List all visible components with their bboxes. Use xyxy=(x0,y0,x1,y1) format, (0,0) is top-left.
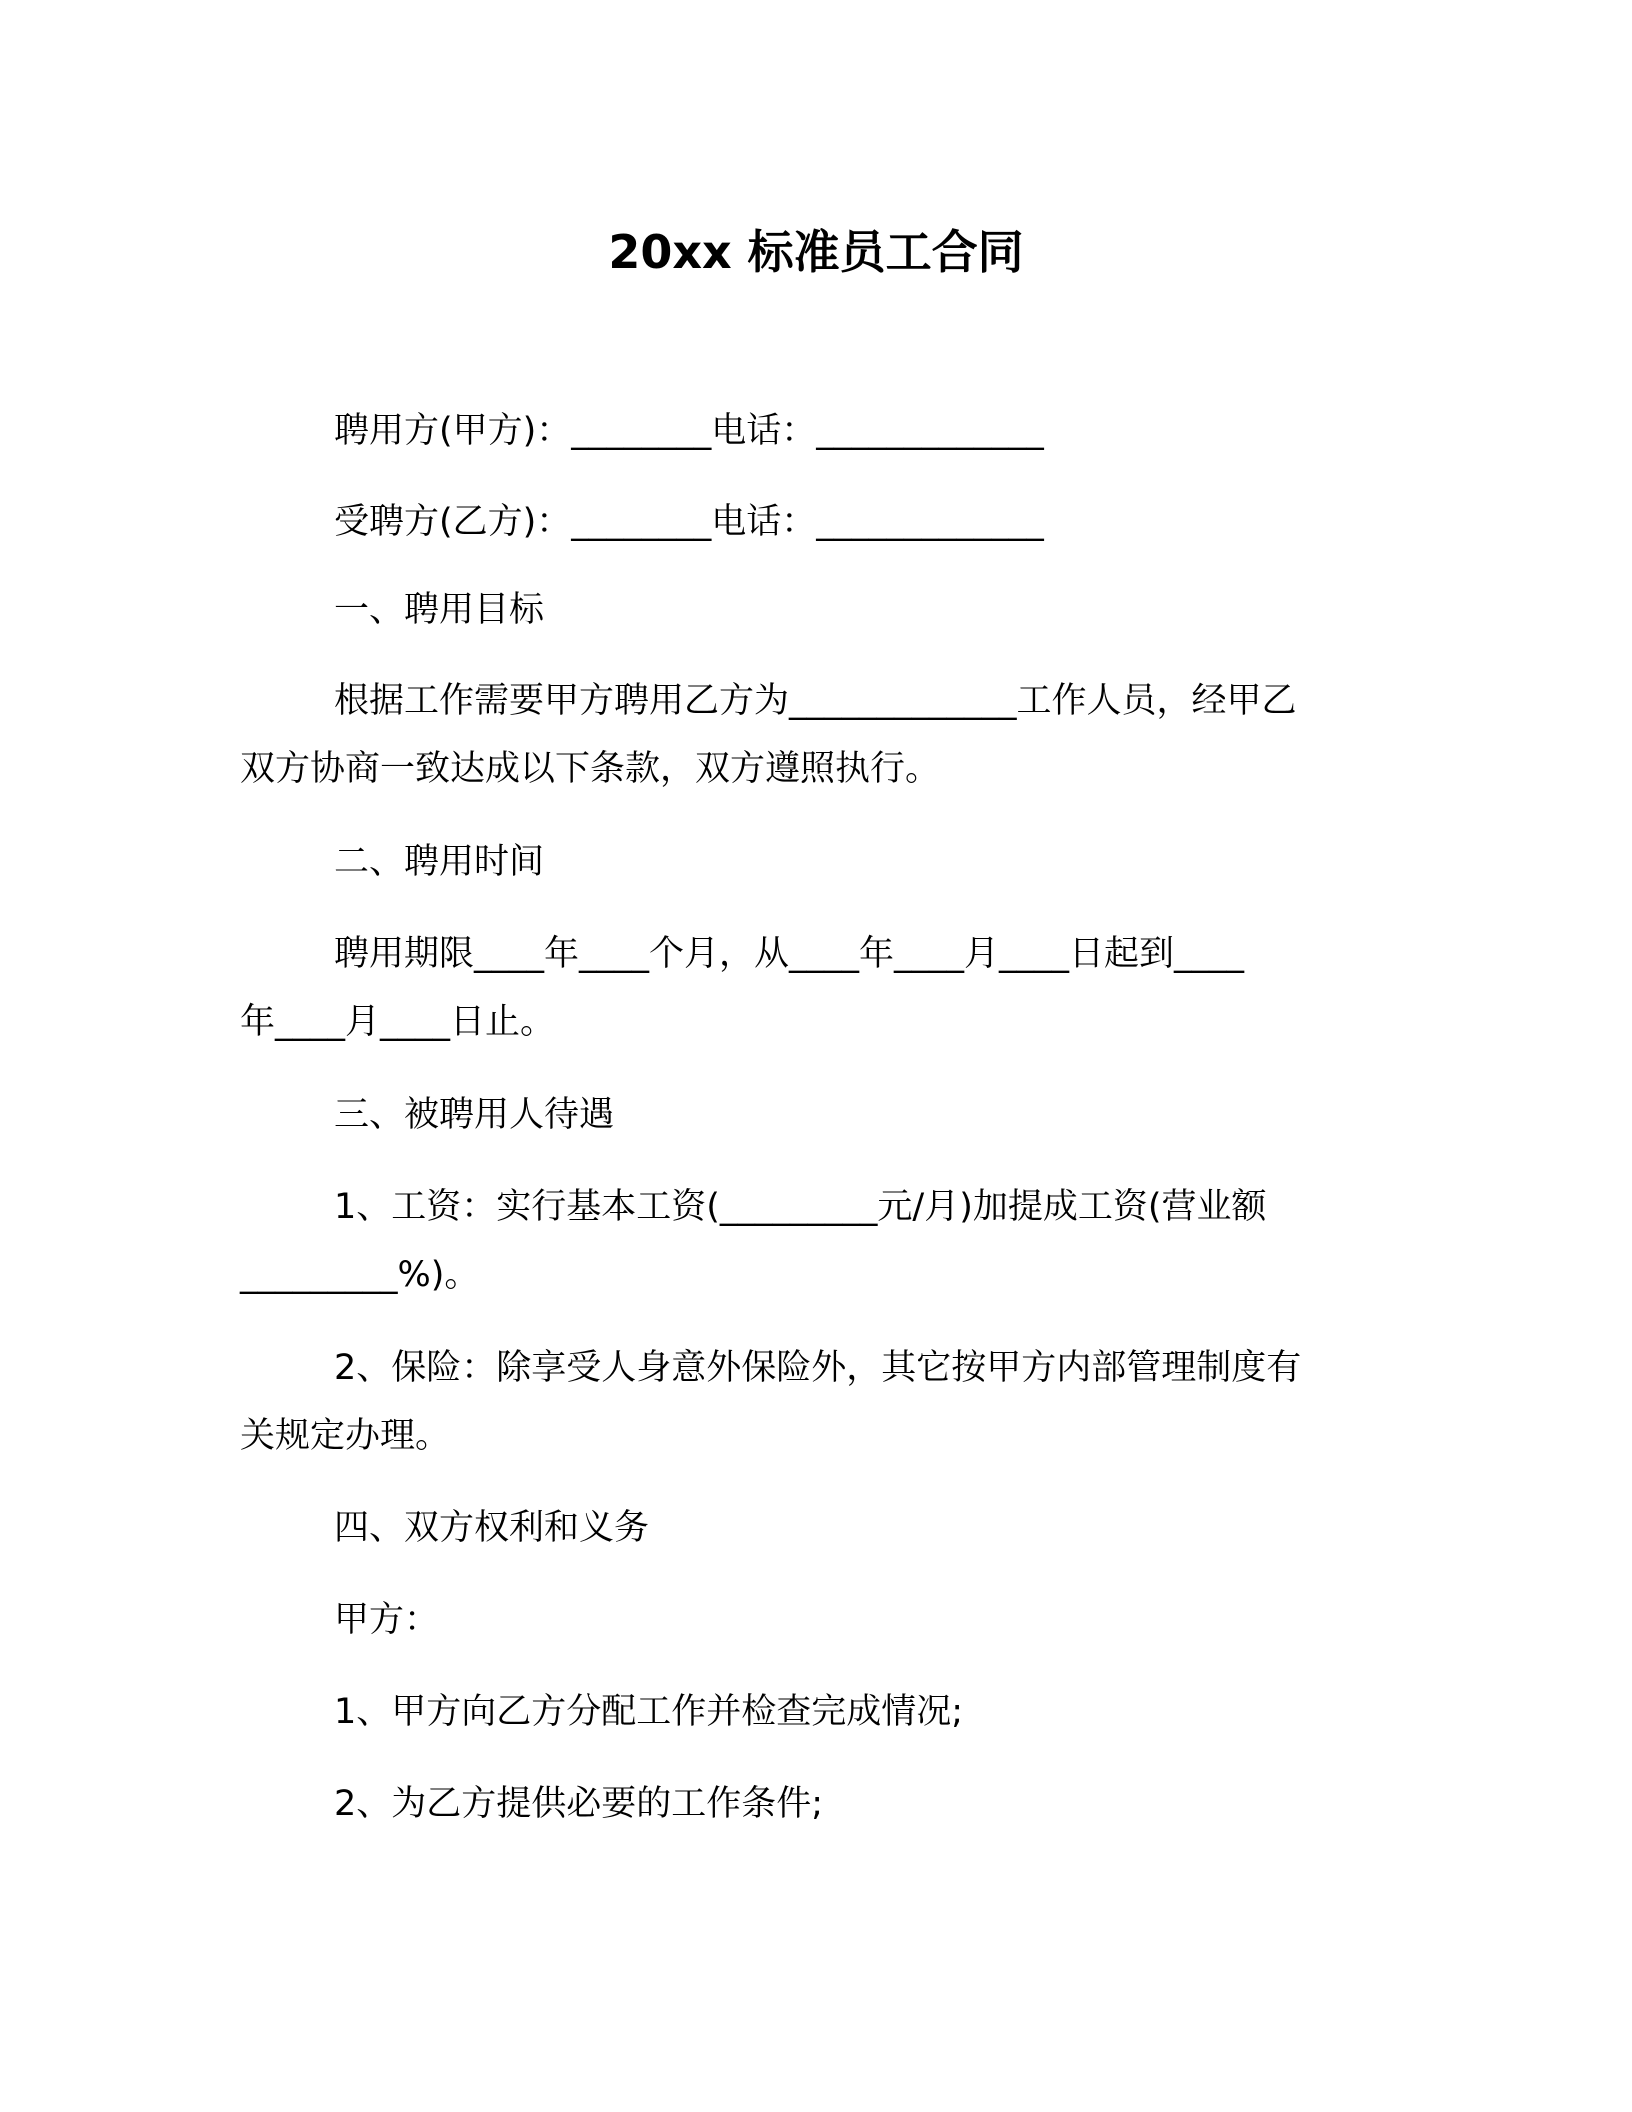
section4-heading: 四、双方权利和义务 xyxy=(334,1508,650,1548)
section3-heading: 三、被聘用人待遇 xyxy=(334,1095,615,1135)
employee-line: 受聘方(乙方)：________电话：_____________ xyxy=(334,502,1044,542)
employer-line: 聘用方(甲方)：________电话：_____________ xyxy=(334,411,1044,451)
document-title: 20xx 标准员工合同 xyxy=(608,225,1024,279)
insurance-line2: 关规定办理。 xyxy=(240,1416,451,1456)
party-a-item2: 2、为乙方提供必要的工作条件; xyxy=(334,1784,824,1824)
section1-body-line2: 双方协商一致达成以下条款，双方遵照执行。 xyxy=(240,749,941,789)
section2-heading: 二、聘用时间 xyxy=(334,842,545,882)
section2-body-line2: 年____月____日止。 xyxy=(240,1002,556,1042)
section2-body xyxy=(240,920,1360,1056)
salary-line1: 1、工资：实行基本工资(_________元/月)加提成工资(营业额 xyxy=(334,1187,1267,1227)
section2-body-line1: 聘用期限____年____个月，从____年____月____日起到____ xyxy=(334,934,1245,974)
section1-body xyxy=(240,667,1360,803)
salary-clause xyxy=(240,1173,1360,1309)
insurance-clause xyxy=(240,1334,1360,1470)
section1-heading: 一、聘用目标 xyxy=(334,590,545,630)
insurance-line1: 2、保险：除享受人身意外保险外，其它按甲方内部管理制度有 xyxy=(334,1348,1302,1388)
salary-line2: _________%)。 xyxy=(240,1255,480,1295)
section1-body-line1: 根据工作需要甲方聘用乙方为_____________工作人员，经甲乙 xyxy=(334,681,1297,721)
party-a-label: 甲方： xyxy=(334,1600,440,1640)
party-a-item1: 1、甲方向乙方分配工作并检查完成情况; xyxy=(334,1692,964,1732)
